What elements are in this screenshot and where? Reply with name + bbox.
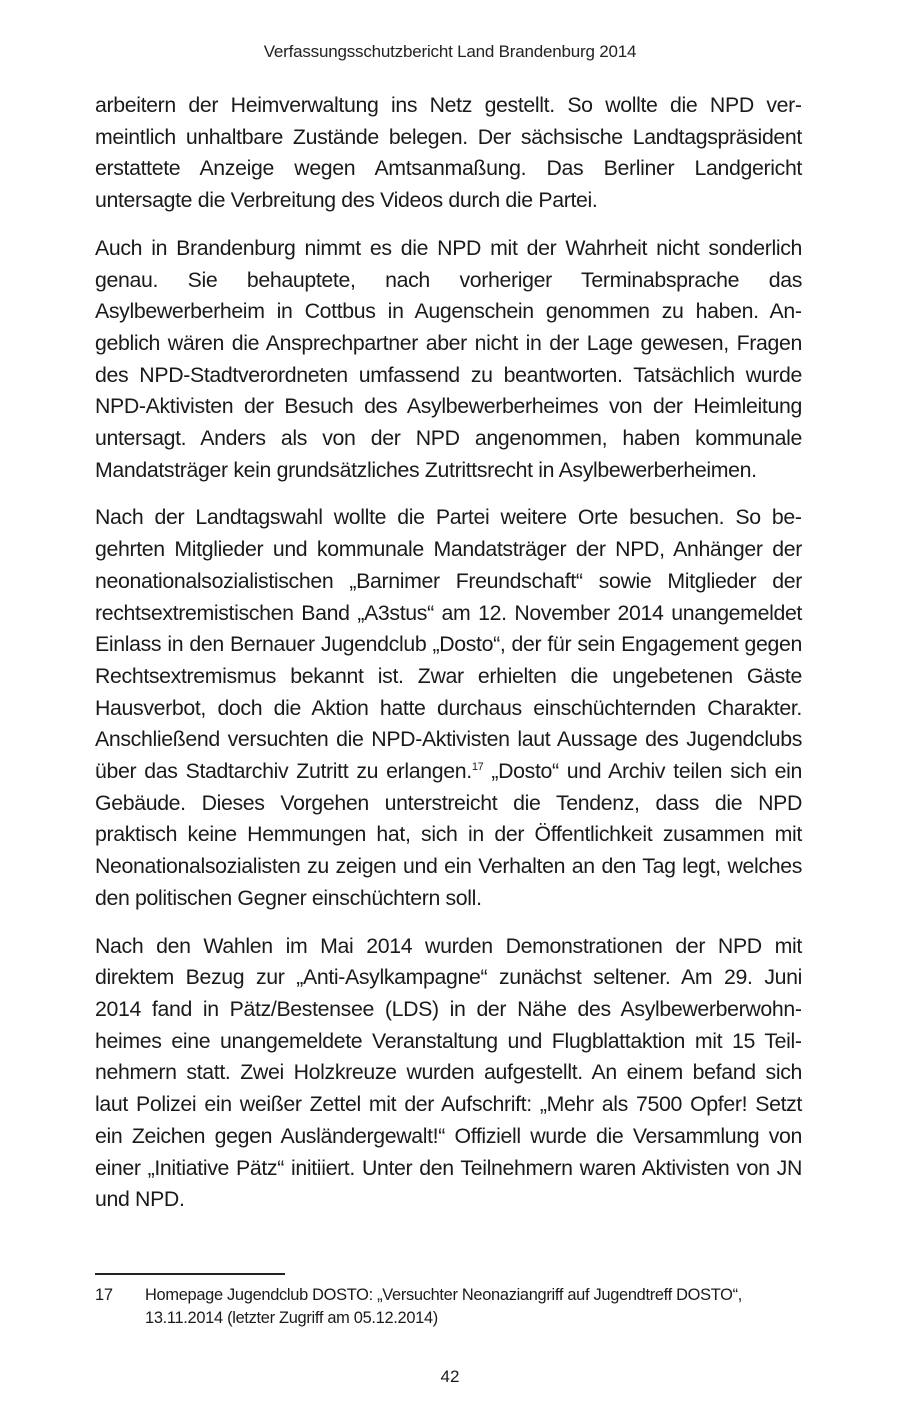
footnote-text: Homepage Jugendclub DOSTO: „Versuchter Neonaziangriff auf Jugendtreff DOSTO“, 13.11.2014 (letzter Zugriff am 05.12.2014) — [145, 1286, 743, 1327]
footnote-number: 17 — [95, 1286, 113, 1304]
paragraph-1: arbeitern der Heimverwaltung ins Netz gestellt. So wollte die NPD vermeintlich unhaltbare Zustände belegen. Der sächsische Landtagspräsident erstattete Anzeige wegen Amtsanmaßung. Das Berliner Landgericht untersagte die Verbreitung des Videos durch die Partei. — [95, 93, 802, 213]
paragraph-2: Auch in Brandenburg nimmt es die NPD mit der Wahrheit nicht sonderlich genau. Sie behauptete, nach vorheriger Terminabsprache das Asylbewerberheim in Cottbus in Augenschein genommen zu haben. Angeblich wären die Ansprechpartner aber nicht in der Lage gewesen, Fragen des NPD-Stadtverordneten umfassend zu beantworten. Tatsächlich wurde NPD-Aktivisten der Besuch des Asylbewerberheimes von der Heimleitung untersagt. Anders als von der NPD angenommen, haben kommunale Mandatsträger kein grundsätzliches Zutrittsrecht in Asylbewerberheimen. — [95, 235, 802, 482]
paragraph-4: Nach den Wahlen im Mai 2014 wurden Demonstrationen der NPD mit direktem Bezug zur „Anti-Asylkampagne“ zunächst seltener. Am 29. Juni 2014 fand in Pätz/Bestensee (LDS) in der Nähe des Asylbewerberwohnheimes eine unangemeldete Veranstaltung und Flugblattaktion mit 15 Teilnehmern statt. Zwei Holzkreuze wurden aufgestellt. An einem befand sich laut Polizei ein weißer Zettel mit der Aufschrift: „Mehr als 7500 Opfer! Setzt ein Zeichen gegen Ausländergewalt!“ Offiziell wurde die Versammlung von einer „Initiative Pätz“ initiiert. Unter den Teilnehmern waren Aktivisten von JN und NPD. — [95, 933, 802, 1212]
running-header: Verfassungsschutzbericht Land Brandenburg 2014 — [263, 42, 637, 61]
page-number: 42 — [440, 1367, 460, 1386]
footnote-divider — [95, 1273, 285, 1275]
footnote — [95, 1284, 805, 1330]
paragraph-3 — [95, 502, 802, 914]
paragraph-3-text-before: Nach der Landtagswahl wollte die Partei weitere Orte besuchen. So begehrten Mitglieder und kommunale Mandatsträger der NPD, Anhänger der neonationalsozialistischen „Barnimer Freundschaft“ sowie Mitglieder der rechtsextremistischen Band „A3stus“ am 12. November 2014 unangemeldet Einlass in den Bernauer Jugendclub „Dosto“, der für sein Engagement gegen Rechtsextremismus bekannt ist. Zwar erhielten die ungebetenen Gäste Hausverbot, doch die Aktion hatte durchaus einschüchternden Charakter. Anschließend versuchten die NPD-Aktivisten laut Aussage des Jugendclubs über das Stadtarchiv Zutritt zu erlangen. — [95, 505, 802, 784]
body-text — [95, 90, 802, 1232]
footnote-reference[interactable]: 17 — [471, 760, 484, 773]
paragraph-3-text-after: „Dosto“ und Archiv teilen sich ein Gebäude. Dieses Vorgehen unterstreicht die Tendenz, dass die NPD praktisch keine Hemmungen hat, sich in der Öffentlichkeit zusammen mit Neonationalsozialisten zu zeigen und ein Verhalten an den Tag legt, welches den politischen Gegner einschüchtern soll. — [95, 759, 802, 910]
